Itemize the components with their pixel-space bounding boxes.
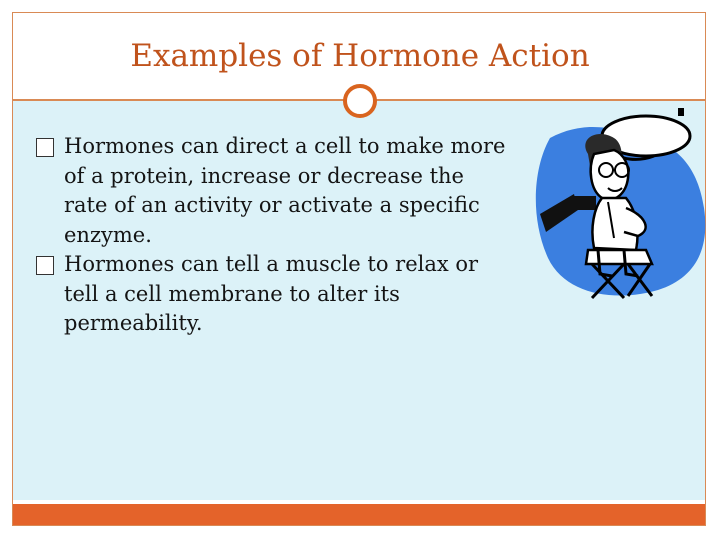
square-bullet-icon [36,138,54,157]
bullet-list [36,132,506,339]
bullet-item [36,250,506,339]
bullet-text: Hormones can direct a cell to make more of a protein, increase or decrease the rate of an activity or activate a specific enzyme. [64,134,506,247]
woman-megaphone-icon [528,98,712,304]
square-bullet-icon [36,256,54,275]
slide-title: Examples of Hormone Action [130,38,590,74]
bullet-item [36,132,506,250]
accent-bar [13,504,705,525]
circle-ornament-icon [343,84,377,118]
bullet-text: Hormones can tell a muscle to relax or tell a cell membrane to alter its permeability. [64,252,479,335]
